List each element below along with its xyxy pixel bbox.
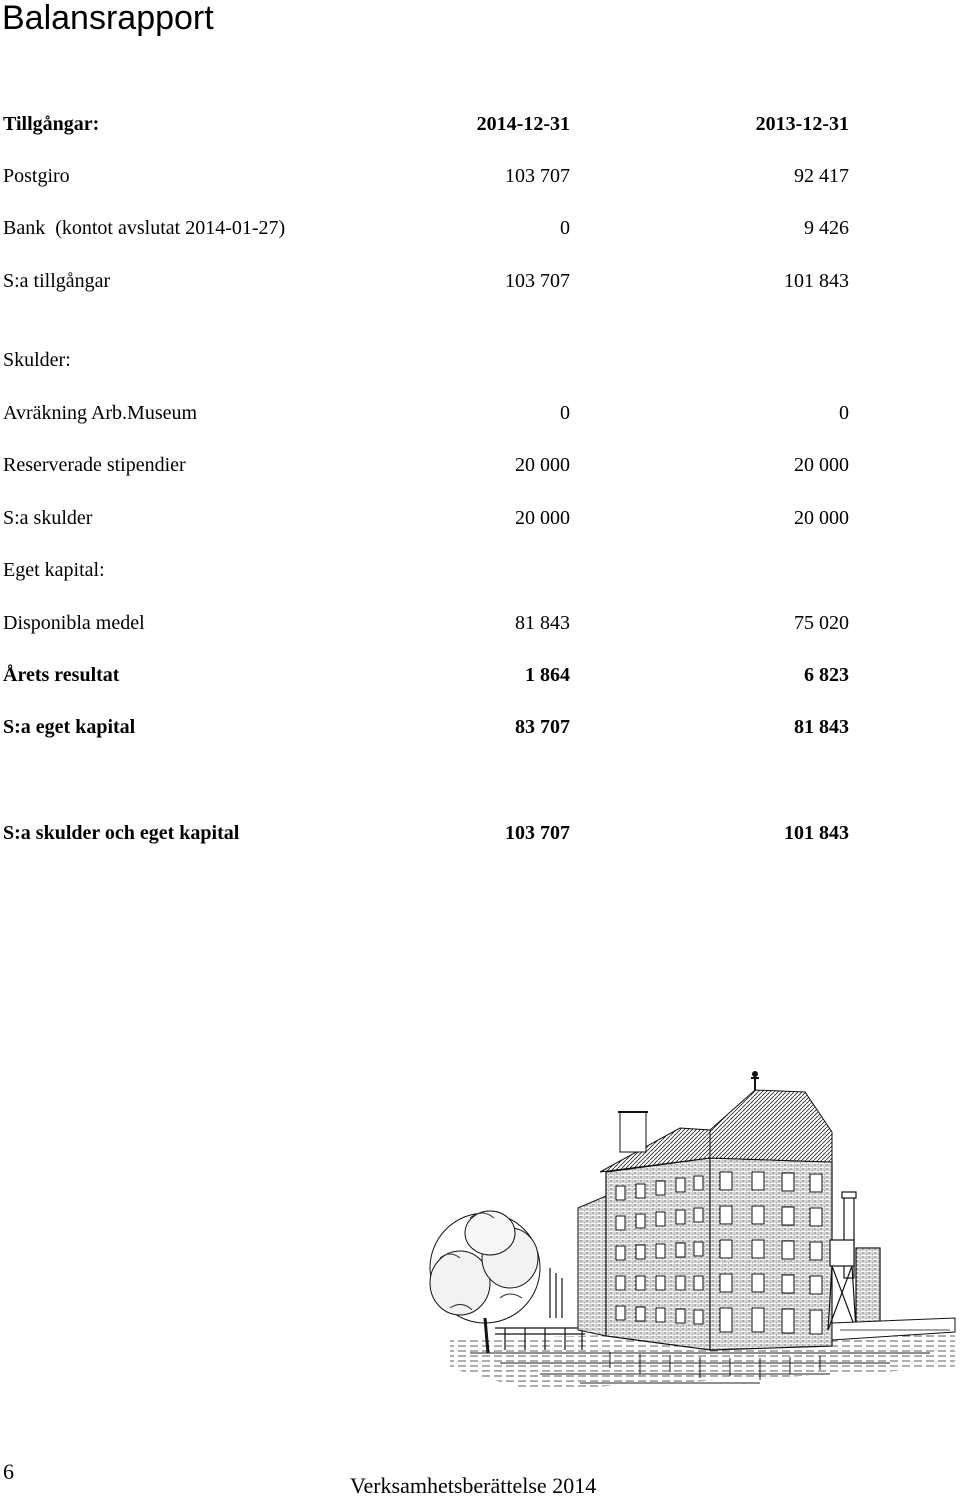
liabilities-header-row: [0, 346, 960, 374]
liabilities-title: Skulder:: [3, 349, 71, 371]
row-value-current: 103 707: [505, 822, 570, 844]
equity-header-row: [0, 556, 960, 584]
assets-title: Tillgångar:: [3, 113, 100, 135]
row-label: S:a tillgångar: [3, 270, 111, 292]
tree: [430, 1211, 540, 1353]
row-value-current: 103 707: [505, 270, 570, 292]
row-value-current: 1 864: [525, 664, 570, 686]
table-row: [0, 661, 960, 689]
row-label: S:a eget kapital: [3, 716, 136, 738]
row-label: S:a skulder: [3, 507, 93, 529]
row-value-previous: 20 000: [794, 454, 849, 476]
row-label: Reserverade stipendier: [3, 454, 186, 476]
factory-building-illustration: [410, 1068, 960, 1398]
column-date-previous: 2013-12-31: [755, 113, 849, 135]
grand-total-row: [0, 819, 960, 847]
table-row: [0, 399, 960, 427]
row-label: Bank (kontot avslutat 2014-01-27): [3, 217, 286, 239]
row-value-current: 20 000: [515, 507, 570, 529]
row-value-previous: 20 000: [794, 507, 849, 529]
row-value-previous: 101 843: [784, 270, 849, 292]
row-label: Postgiro: [3, 165, 70, 187]
assets-header-row: [0, 110, 960, 138]
column-date-current: 2014-12-31: [476, 113, 570, 135]
page-number: 6: [3, 1459, 14, 1484]
table-row: [0, 451, 960, 479]
table-row-total: [0, 267, 960, 295]
chimney: [828, 1192, 880, 1330]
row-label: Disponibla medel: [3, 612, 145, 634]
table-row: [0, 162, 960, 190]
table-row: [0, 609, 960, 637]
row-value-current: 81 843: [515, 612, 570, 634]
row-value-current: 103 707: [505, 165, 570, 187]
row-value-previous: 92 417: [794, 165, 849, 187]
row-value-current: 83 707: [515, 716, 570, 738]
page-footer: Verksamhetsberättelse 2014: [350, 1473, 597, 1498]
row-value-current: 0: [560, 402, 570, 424]
row-value-previous: 75 020: [794, 612, 849, 634]
table-row: [0, 214, 960, 242]
row-label: Årets resultat: [3, 664, 120, 686]
page-title: Balansrapport: [2, 0, 214, 37]
row-label: Avräkning Arb.Museum: [3, 402, 198, 424]
row-value-previous: 81 843: [794, 716, 849, 738]
row-value-previous: 6 823: [804, 664, 849, 686]
row-value-current: 0: [560, 217, 570, 239]
row-label: S:a skulder och eget kapital: [3, 822, 240, 844]
table-row-total: [0, 504, 960, 532]
table-row-total: [0, 713, 960, 741]
row-value-current: 20 000: [515, 454, 570, 476]
row-value-previous: 101 843: [784, 822, 849, 844]
equity-title: Eget kapital:: [3, 559, 105, 581]
row-value-previous: 9 426: [804, 217, 849, 239]
row-value-previous: 0: [839, 402, 849, 424]
